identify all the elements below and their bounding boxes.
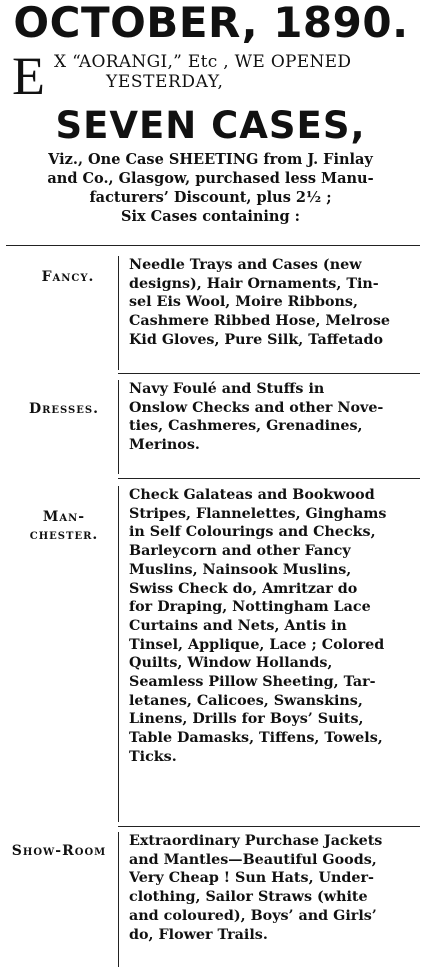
intro-line: Viz., One Case SHEETING from J. Finlay (48, 151, 373, 168)
intro-paragraph (0, 150, 421, 226)
section-divider (6, 245, 420, 246)
section-body-manchester (118, 486, 420, 822)
body-line: in Self Colourings and Checks, (129, 524, 376, 541)
announcement-line-1: X “AORANGI,” Etc , WE OPENED (54, 52, 352, 72)
body-line: Merinos. (129, 437, 200, 454)
row-separator (118, 478, 420, 479)
body-line: Muslins, Nainsook Muslins, (129, 561, 352, 578)
subheadline: SEVEN CASES, (55, 104, 366, 147)
body-line: Check Galateas and Bookwood (129, 487, 375, 503)
body-line: letanes, Calicoes, Swanskins, (129, 692, 363, 709)
body-line: Linens, Drills for Boys’ Suits, (129, 711, 364, 728)
section-label-fancy: Fancy. (41, 269, 95, 285)
section-body-fancy (118, 256, 420, 370)
body-line: Quilts, Window Hollands, (129, 655, 333, 672)
body-line: Tinsel, Applique, Lace ; Colored (129, 636, 385, 653)
body-line: Seamless Pillow Sheeting, Tar- (129, 674, 376, 691)
body-line: Table Damasks, Tiffens, Towels, (129, 730, 383, 747)
body-line: clothing, Sailor Straws (white (129, 889, 368, 906)
body-line: Stripes, Flannelettes, Ginghams (129, 505, 387, 522)
drop-cap: E (12, 46, 45, 106)
body-line: Needle Trays and Cases (new (129, 257, 362, 273)
body-line: Kid Gloves, Pure Silk, Taffetado (129, 331, 383, 348)
body-line: do, Flower Trails. (129, 926, 268, 943)
body-line: Swiss Check do, Amritzar do (129, 580, 358, 597)
body-line: and Mantles—Beautiful Goods, (129, 851, 377, 868)
body-line: Curtains and Nets, Antis in (129, 617, 347, 634)
body-line: sel Eis Wool, Moire Ribbons, (129, 294, 358, 311)
section-body-show-room (118, 832, 420, 967)
body-line: Cashmere Ribbed Hose, Melrose (129, 313, 391, 330)
headline-date: OCTOBER, 1890. (13, 0, 409, 47)
row-separator (118, 826, 420, 827)
body-line: designs), Hair Ornaments, Tin- (129, 275, 379, 292)
body-line: Onslow Checks and other Nove- (129, 399, 384, 416)
body-line: for Draping, Nottingham Lace (129, 599, 371, 616)
body-line: Ticks. (129, 748, 177, 765)
intro-line: Six Cases containing : (121, 208, 300, 225)
body-line: Very Cheap ! Sun Hats, Under- (129, 870, 374, 887)
section-label-dresses: Dresses. (28, 401, 99, 417)
section-label-show-room: Show-Room (11, 843, 107, 859)
body-line: ties, Cashmeres, Grenadines, (129, 418, 363, 435)
body-line: Barleycorn and other Fancy (129, 543, 351, 560)
section-body-dresses (118, 380, 420, 474)
body-line: Extraordinary Purchase Jackets (129, 833, 383, 849)
announcement (6, 48, 420, 106)
section-label-manchester: Man- chester. (29, 509, 99, 543)
intro-line: and Co., Glasgow, purchased less Manu- (47, 170, 374, 187)
body-line: Navy Foulé and Stuffs in (129, 381, 325, 397)
row-separator (118, 373, 420, 374)
announcement-line-2: YESTERDAY, (106, 72, 224, 92)
intro-line: facturers’ Discount, plus 2½ ; (89, 189, 332, 206)
body-line: and coloured), Boys’ and Girls’ (129, 907, 377, 924)
